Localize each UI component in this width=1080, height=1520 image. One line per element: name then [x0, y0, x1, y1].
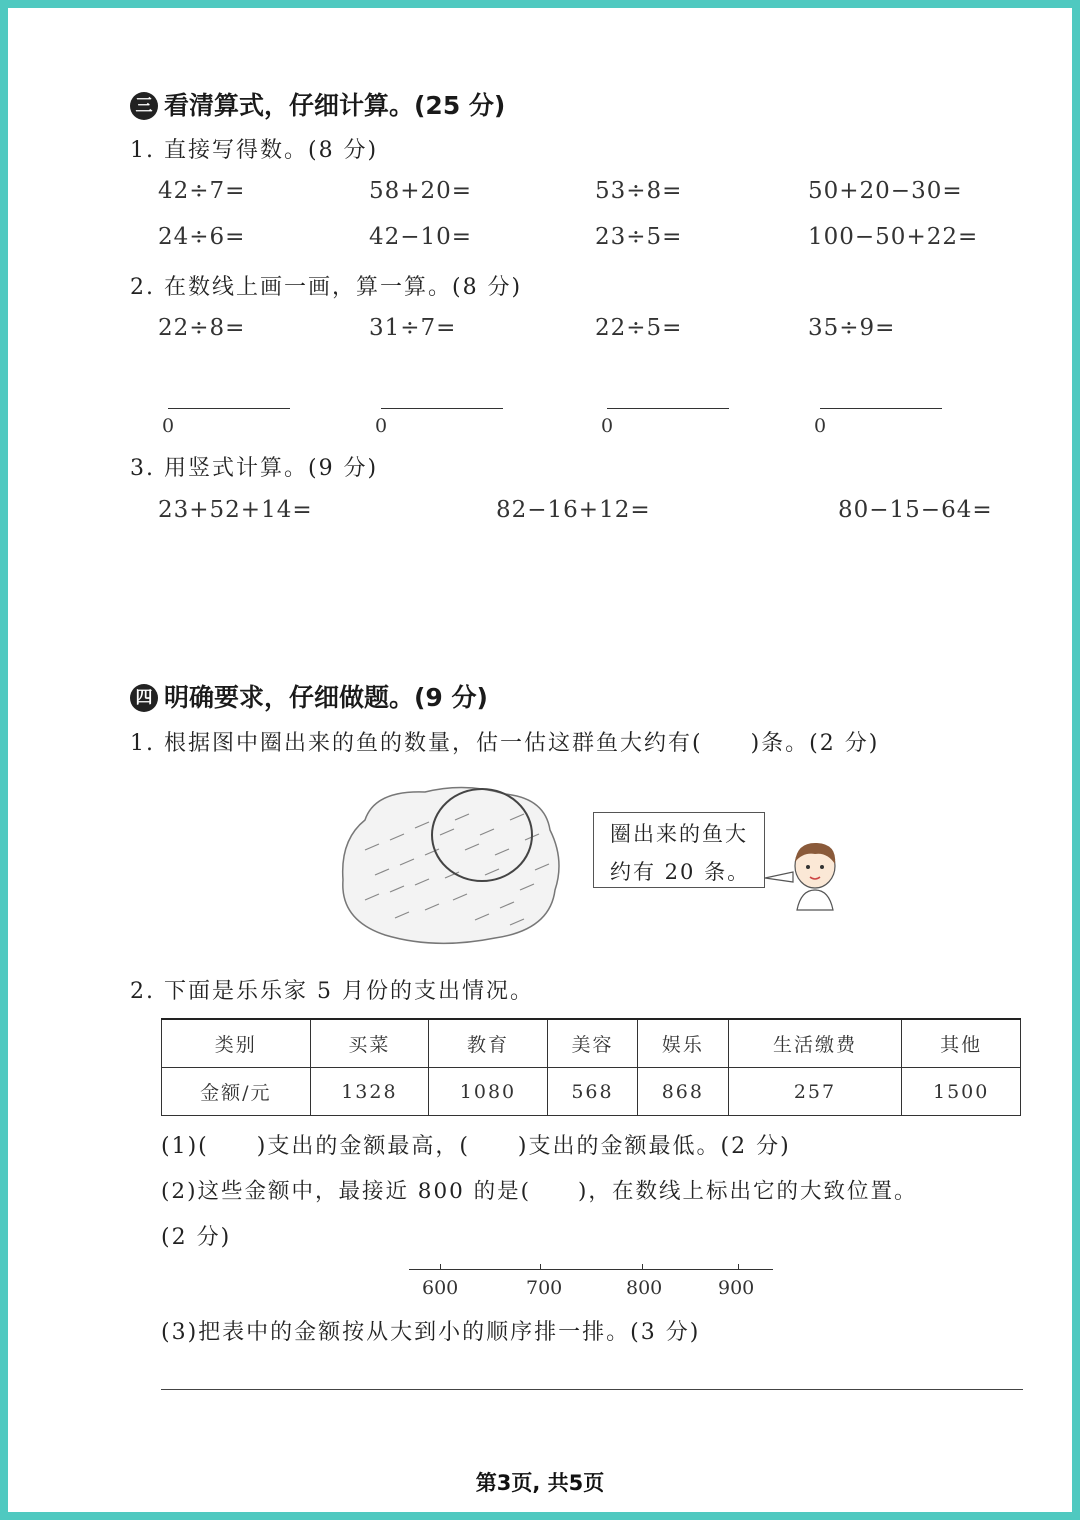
- table-cell: 1328: [310, 1068, 429, 1116]
- number-line[interactable]: [607, 408, 729, 409]
- axis-tick-label: 700: [526, 1277, 563, 1299]
- s3-q3-title: 3. 用竖式计算。(9 分): [130, 456, 379, 481]
- table-cell: 生活缴费: [728, 1019, 902, 1068]
- speech-bubble-line: 圈出来的鱼大: [610, 822, 748, 846]
- s4-q2-sub2-points: (2 分): [161, 1225, 232, 1250]
- s3-q2-expr: 31÷7=: [369, 315, 457, 341]
- s3-q1-expr: 24÷6=: [158, 224, 246, 250]
- answer-line[interactable]: [161, 1389, 1023, 1390]
- s3-q2-expr: 22÷5=: [595, 315, 683, 341]
- table-cell: 买菜: [310, 1019, 429, 1068]
- s3-q3-expr: 23+52+14=: [158, 497, 313, 523]
- axis-tick: [642, 1264, 643, 1270]
- s3-q2-expr: 22÷8=: [158, 315, 246, 341]
- s3-q3-expr: 82−16+12=: [496, 497, 651, 523]
- speech-bubble-line: 约有 20 条。: [610, 860, 751, 884]
- speech-bubble: [593, 812, 765, 888]
- axis-tick-label: 900: [718, 1277, 755, 1299]
- s3-q1-expr: 23÷5=: [595, 224, 683, 250]
- s3-q1-expr: 50+20−30=: [808, 178, 963, 204]
- table-cell: 教育: [429, 1019, 548, 1068]
- s3-q1-expr: 58+20=: [369, 178, 473, 204]
- s3-q1-title: 1. 直接写得数。(8 分): [130, 138, 379, 163]
- table-cell: 娱乐: [638, 1019, 728, 1068]
- table-cell: 美容: [547, 1019, 637, 1068]
- table-cell: 金额/元: [162, 1068, 311, 1116]
- number-line[interactable]: [381, 408, 503, 409]
- table-cell: 868: [638, 1068, 728, 1116]
- number-line-zero: 0: [375, 415, 388, 437]
- axis-tick-label: 800: [626, 1277, 663, 1299]
- s4-q2-title: 2. 下面是乐乐家 5 月份的支出情况。: [130, 979, 534, 1004]
- s4-q2-sub2: (2)这些金额中，最接近 800 的是( )，在数线上标出它的大致位置。: [161, 1179, 918, 1204]
- s3-q1-expr: 42÷7=: [158, 178, 246, 204]
- s3-q1-expr: 42−10=: [369, 224, 473, 250]
- section3-heading: [130, 86, 505, 122]
- table-cell: 其他: [902, 1019, 1021, 1068]
- table-header-row: [162, 1019, 1021, 1068]
- axis-tick: [738, 1264, 739, 1270]
- s3-q1-expr: 100−50+22=: [808, 224, 979, 250]
- section3-badge: 三: [130, 92, 158, 120]
- section4-title: 明确要求，仔细做题。(9 分): [164, 683, 488, 712]
- number-line-zero: 0: [601, 415, 614, 437]
- table-cell: 类别: [162, 1019, 311, 1068]
- axis-tick: [440, 1264, 441, 1270]
- axis-tick: [540, 1264, 541, 1270]
- table-cell: 1500: [902, 1068, 1021, 1116]
- number-line-zero: 0: [814, 415, 827, 437]
- fish-school-illustration: [335, 780, 570, 950]
- s4-q2-sub3: (3)把表中的金额按从大到小的顺序排一排。(3 分): [161, 1320, 701, 1345]
- section4-heading: [130, 678, 488, 714]
- s3-q2-title: 2. 在数线上画一画，算一算。(8 分): [130, 275, 523, 300]
- expense-table: [161, 1018, 1021, 1116]
- s3-q1-expr: 53÷8=: [595, 178, 683, 204]
- s4-q2-sub1: (1)( )支出的金额最高，( )支出的金额最低。(2 分): [161, 1134, 791, 1159]
- s3-q3-expr: 80−15−64=: [838, 497, 993, 523]
- section3-title: 看清算式，仔细计算。(25 分): [164, 91, 506, 120]
- table-cell: 568: [547, 1068, 637, 1116]
- s4-q1-title: 1. 根据图中圈出来的鱼的数量，估一估这群鱼大约有( )条。(2 分): [130, 731, 880, 756]
- table-cell: 1080: [429, 1068, 548, 1116]
- number-line-zero: 0: [162, 415, 175, 437]
- table-cell: 257: [728, 1068, 902, 1116]
- axis-tick-label: 600: [422, 1277, 459, 1299]
- amount-number-line[interactable]: [409, 1269, 773, 1270]
- child-illustration: [765, 838, 845, 916]
- number-line[interactable]: [168, 408, 290, 409]
- number-line[interactable]: [820, 408, 942, 409]
- page-footer: 第3页, 共5页: [475, 1471, 605, 1495]
- table-row: [162, 1068, 1021, 1116]
- s3-q2-expr: 35÷9=: [808, 315, 896, 341]
- section4-badge: 四: [130, 684, 158, 712]
